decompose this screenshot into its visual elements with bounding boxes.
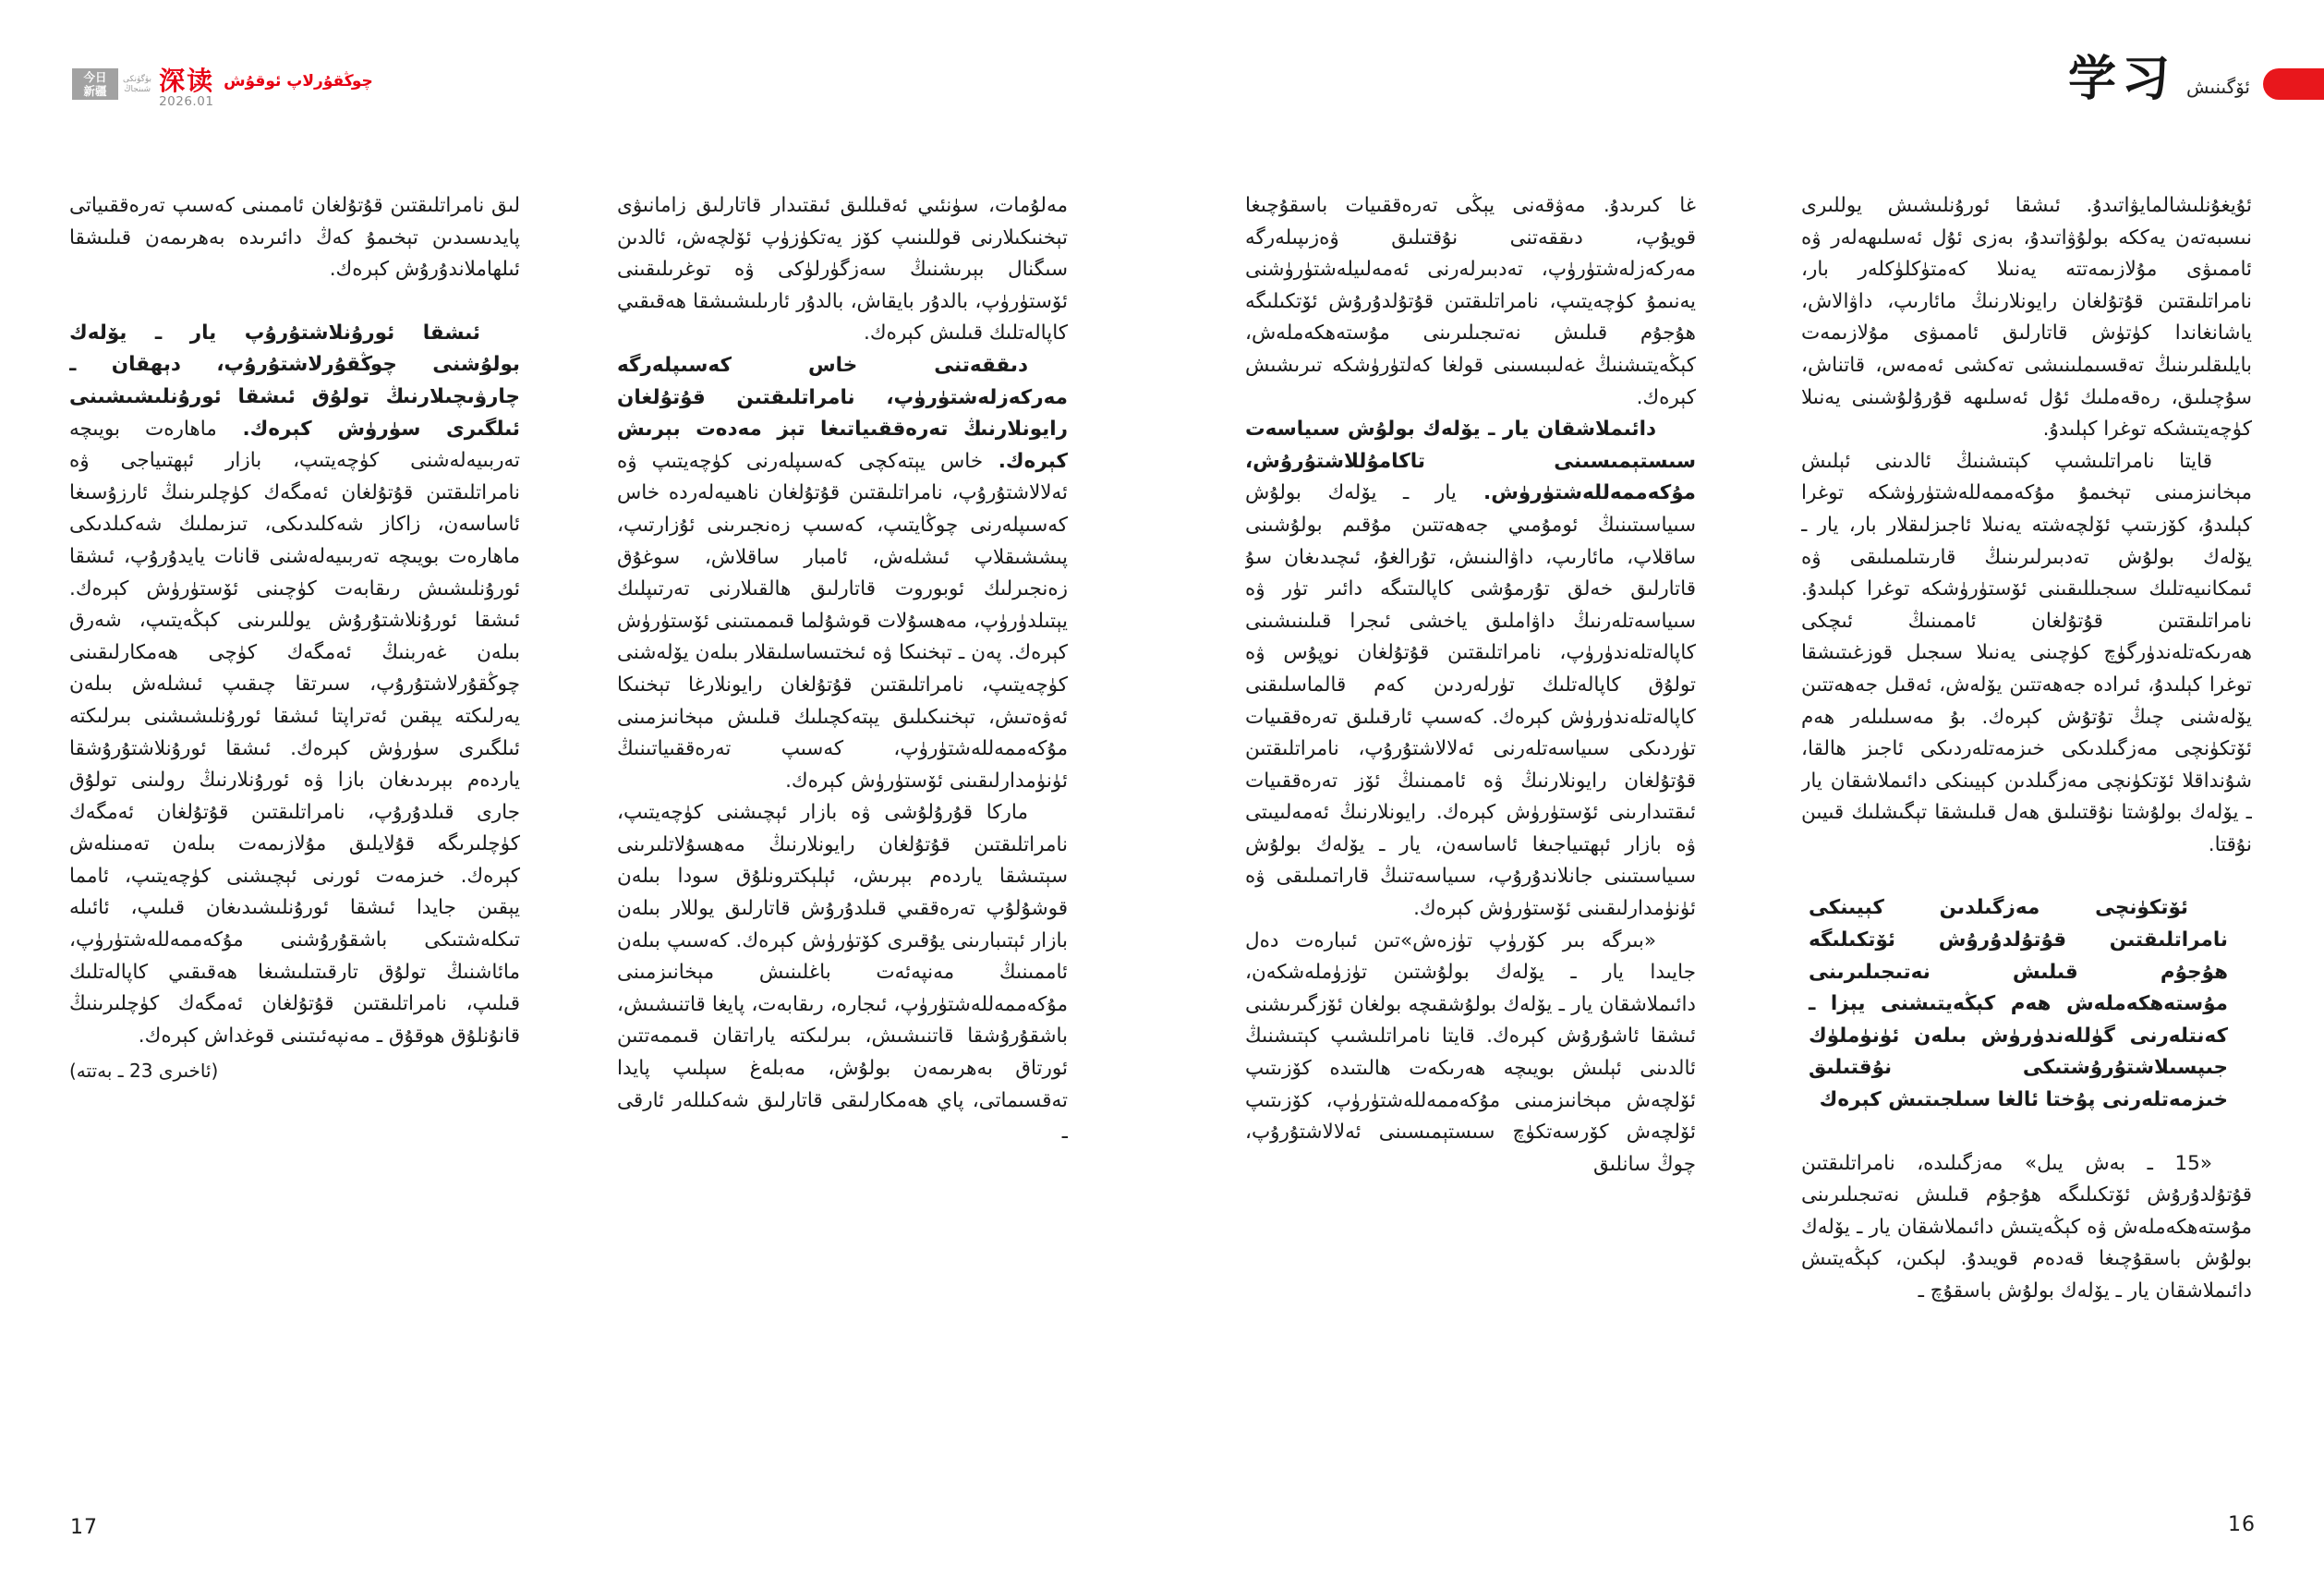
logo-ug-line2: شىنجاڭ — [124, 85, 151, 94]
red-pill-decoration — [2263, 68, 2324, 100]
body-paragraph: دىققەتنى خاس كەسىپلەرگە مەركەزلەشتۈرۈپ، نامراتلىقتىن قۇتۇلغان رايونلارنىڭ تەرەققىياتىغا تېز مەدەت بېرىش كېرەك. خاس يېتەكچى كەسىپلەرنى كۈچەيتىپ ۋە ئەلالاشتۇرۇپ، نامراتلىقتىن قۇتۇلغان ناھىيەلەردە خاس كەسىپلەرنى چوڭايتىپ، كەسىپ زەنجىرىنى ئۇزارتىپ، پىششىقلاپ ئىشلەش، ئامبار ساقلاش، سوغۇق زەنجىرلىك ئوبوروت قاتارلىق ھالقىلارنى تەرتىپلىك يېتىلدۈرۈپ، مەھسۇلات قوشۇلما قىممىتىنى ئۆستۈرۈش كېرەك. پەن ـ تېخنىكا ۋە ئىختىساسلىقلار بىلەن يۆلەشنى كۈچەيتىپ، نامراتلىقتىن قۇتۇلغان رايونلارغا تېخنىكا ئەۋەتىش، تېخنىكىلىق يېتەكچىلىك قىلىش مېخانىزمىنى مۇكەممەللەشتۈرۈپ، كەسىپ تەرەققىياتىنىڭ ئۈنۈمدارلىقىنى ئۆستۈرۈش كېرەك. — [617, 353, 1068, 793]
section-title-cn: 深读 — [159, 66, 215, 96]
header-title-cn: 学习 — [2067, 51, 2175, 107]
end-note: (ئاخىرى 23 ـ بەتتە) — [69, 1060, 219, 1083]
page-number-left: 17 — [70, 1516, 98, 1539]
body-paragraph: قايتا نامراتلىشىپ كېتىشنىڭ ئالدىنى ئېلىش مېخانىزمىنى تېخىمۇ مۇكەممەللەشتۈرۈشكە توغرا كېلىدۇ، كۆزىتىپ ئۆلچەشتە يەنىلا ئاجىزلىقلار بار، يار ـ يۆلەك بولۇش تەدبىرلىرىنىڭ قارىتىلمىلىقى ۋە ئىمكانىيەتلىك سىجىللىقىنى ئۆستۈرۈشكە توغرا كېلىدۇ. نامراتلىقتىن قۇتۇلغان ئاممىنىڭ ئىچكى ھەرىكەتلەندۈرگۈچ كۈچىنى يەنىلا سىجىل قوزغىتىشقا توغرا كېلىدۇ، ئىرادە جەھەتتىن يۆلەش، ئەقىل جەھەتتىن يۆلەشنى چىڭ تۇتۇش كېرەك. بۇ مەسىلىلەر ھەم ئۆتكۈنچى مەزگىلدىكى خىزمەتلەردىكى ئاجىز ھالقا، شۇنداقلا ئۆتكۈنچى مەزگىلدىن كېيىنكى دائىملاشقان يار ـ يۆلەك بولۇشتا نۇقتىلىق ھەل قىلىشقا تېگىشلىك قىيىن نۇقتا. — [1801, 449, 2252, 856]
page-header — [2067, 51, 2324, 107]
section-title-uyghur: چوڭقۇرلاپ ئوقۇش — [224, 72, 373, 91]
text-column-page16-left — [1245, 190, 1696, 1506]
body-paragraph: «بىرگە بىر كۆرۈپ تۈزەش»تىن ئىبارەت دەل جايىدا يار ـ يۆلەك بولۇشتىن تۈزۈملەشكەن، دائىملاشقان يار ـ يۆلەك بولۇشقىچە بولغان ئۆزگىرىشنى ئىشقا ئاشۇرۇش كېرەك. قايتا نامراتلىشىپ كېتىشنىڭ ئالدىنى ئېلىش بويىچە ھەرىكەت ھالىتىدە كۆزىتىپ ئۆلچەش مېخانىزمىنى مۇكەممەللەشتۈرۈپ، كۆزىتىپ ئۆلچەش كۆرسەتكۈچ سىستېمىسىنى ئەلالاشتۇرۇپ، چوڭ سانلىق — [1245, 928, 1696, 1176]
logo-uyghur-caption — [123, 75, 151, 95]
paragraph-bold-lead: دائىملاشقان يار ـ يۆلەك بولۇش سىياسەت سىستېمىسىنى تاكامۇللاشتۇرۇش، مۇكەممەللەشتۈرۈش. — [1245, 418, 1696, 505]
logo-cn-line1: 今日 — [83, 70, 107, 84]
page-number-right: 16 — [2228, 1513, 2256, 1536]
text-column-page17-right — [617, 190, 1068, 1506]
masthead — [72, 68, 373, 109]
text-column-page16-right — [1801, 190, 2252, 1506]
logo-cn-line2: 新疆 — [83, 84, 107, 98]
body-paragraph: ماركا قۇرۇلۇشى ۋە بازار ئېچىشنى كۈچەيتىپ، نامراتلىقتىن قۇتۇلغان رايونلارنىڭ مەھسۇلاتلىرىنى سېتىشقا ياردەم بېرىش، ئېلېكترونلۇق سودا بىلەن قوشۇلۇپ تەرەققىي قىلدۇرۇش قاتارلىق يوللار بىلەن بازار ئېتىبارىنى يۇقىرى كۆتۈرۈش كېرەك. كەسىپ بىلەن ئاممىنىڭ مەنپەئەت باغلىنىش مېخانىزمىنى مۇكەممەللەشتۈرۈپ، ئىجارە، رىقابەت، پايغا قاتنىشىش، باشقۇرۇشقا قاتنىشىش، بىرلىكتە ياراتقان قىممەتتىن ئورتاق بەھرىمەن بولۇش، مەبلەغ سېلىپ پايدا تەقسىماتى، پاي ھەمكارلىقى قاتارلىق شەكىللەر ئارقى ـ — [617, 801, 1068, 1145]
paragraph-bold-lead: ئىشقا ئورۇنلاشتۇرۇپ يار ـ يۆلەك بولۇشنى چوڭقۇرلاشتۇرۇپ، دېھقان ـ چارۋىچىلارنىڭ تولۇق ئىشقا ئورۇنلىشىشىنى ئىلگىرى سۈرۈش كېرەك. — [69, 321, 520, 441]
body-paragraph: مەلۇمات، سۈنئىي ئەقىللىق ئىقتىدار قاتارلىق زامانىۋى تېخنىكىلارنى قوللىنىپ كۆز يەتكۈزۈپ ئۆلچەش، ئالدىن سىگنال بېرىشنىڭ سەزگۈرلۈكى ۋە توغرىلىقىنى ئۆستۈرۈپ، بالدۇر بايقاش، بالدۇر ئارىلىشىشقا ھەقىقىي كاپالەتلىك قىلىش كېرەك. — [617, 194, 1068, 345]
body-paragraph: غا كىرىدۇ. مەۋقەنى يېڭى تەرەققىيات باسقۇچىغا قويۇپ، دىققەتنى نۇقتىلىق ۋەزىپىلەرگە مەركەزلەشتۈرۈپ، تەدبىرلەرنى ئەمەلىيلەشتۈرۈشنى يەنىمۇ كۈچەيتىپ، نامراتلىقتىن قۇتۇلدۇرۇش ئۆتكىلىگە ھۇجۇم قىلىش نەتىجىلىرىنى مۇستەھكەملەش، كېڭەيتىشنىڭ غەلىبىسىنى قولغا كەلتۈرۈشكە تىرىشىش كېرەك. — [1245, 194, 1696, 409]
magazine-logo — [72, 68, 118, 100]
paragraph-bold-lead: دىققەتنى خاس كەسىپلەرگە مەركەزلەشتۈرۈپ، نامراتلىقتىن قۇتۇلغان رايونلارنىڭ تەرەققىياتىغا تېز مەدەت بېرىش كېرەك. — [617, 353, 1068, 473]
logo-ug-line1: بۈگۈنكى — [123, 75, 152, 84]
body-paragraph: ئۇيغۇنلىشالمايۋاتىدۇ. ئىشقا ئورۇنلىشىش يوللىرى نىسبەتەن يەككە بولۇۋاتىدۇ، بەزى ئۇل ئەسلىھەلەر ۋە ئاممىۋى مۇلازىمەتتە يەنىلا كەمتۈكلۈكلەر بار، نامراتلىقتىن قۇتۇلغان رايونلارنىڭ مائارىپ، داۋالاش، ياشانغاندا كۈتۈش قاتارلىق ئاممىۋى مۇلازىمەت بايلىقلىرىنىڭ تەقسىملىنىشى تەكشى ئەمەس، قاتناش، سۇچىلىق، رەقەملىك ئۇل ئەسلىھە قۇرۇلۇشىنى يەنىلا كۈچەيتىشكە توغرا كېلىدۇ. — [1801, 194, 2252, 442]
body-paragraph: دائىملاشقان يار ـ يۆلەك بولۇش سىياسەت سىستېمىسىنى تاكامۇللاشتۇرۇش، مۇكەممەللەشتۈرۈش. يار ـ يۆلەك بولۇش سىياسىتىنىڭ ئومۇمىي جەھەتتىن مۇقىم بولۇشىنى ساقلاپ، مائارىپ، داۋالىنىش، تۇرالغۇ، ئىچىدىغان سۇ قاتارلىق خەلق تۇرمۇشى كاپالىتىگە دائىر تۈر ۋە سىياسەتلەرنىڭ داۋاملىق ياخشى ئىجرا قىلىنىشىنى كاپالەتلەندۈرۈپ، نامراتلىقتىن قۇتۇلغان نوپۇس ۋە تولۇق كاپالەتلىك تۈرلەردىن كەم قالماسلىقنى كاپالەتلەندۈرۈش كېرەك. كەسىپ ئارقىلىق تەرەققىيات تۈردىكى سىياسەتلەرنى ئەلالاشتۇرۇپ، نامراتلىقتىن قۇتۇلغان رايونلارنىڭ ۋە ئاممىنىڭ ئۆز تەرەققىيات ئىقتىدارىنى ئۆستۈرۈش كېرەك. رايونلارنىڭ ئەمەلىيىتى ۋە بازار ئېھتىياجىغا ئاساسەن، يار ـ يۆلەك بولۇش سىياسىتىنى جانلاندۇرۇپ، سىياسەتنىڭ قاراتمىلىقى ۋە ئۈنۈمدارلىقىنى ئۆستۈرۈش كېرەك. — [1245, 418, 1696, 921]
bold-subhead-paragraph: ئۆتكۈنچى مەزگىلدىن كېيىنكى نامراتلىقتىن قۇتۇلدۇرۇش ئۆتكىلىگە ھۇجۇم قىلىش نەتىجىلىرىنى مۇستەھكەملەش ھەم كېڭەيتىشنى يېزا ـ كەنتلەرنى گۈللەندۈرۈش بىلەن ئۈنۈملۈك جىپسىلاشتۇرۇشتىكى نۇقتىلىق خىزمەتلەرنى پۇختا ئالغا سىلجىتىش كېرەك — [1809, 896, 2228, 1112]
body-paragraph: «15 ـ بەش يىل» مەزگىلىدە، نامراتلىقتىن قۇتۇلدۇرۇش ئۆتكىلىگە ھۇجۇم قىلىش نەتىجىلىرىنى مۇستەھكەملەش ۋە كېڭەيتىش دائىملاشقان يار ـ يۆلەك بولۇش باسقۇچىغا قەدەم قويىدۇ. لېكىن، كېڭەيتىش دائىملاشقان يار ـ يۆلەك بولۇش باسقۇچ ـ — [1801, 1151, 2252, 1303]
text-column-page17-left — [69, 190, 520, 1506]
issue-date: 2026.01 — [159, 94, 214, 109]
body-paragraph: ئىشقا ئورۇنلاشتۇرۇپ يار ـ يۆلەك بولۇشنى چوڭقۇرلاشتۇرۇپ، دېھقان ـ چارۋىچىلارنىڭ تولۇق ئىشقا ئورۇنلىشىشىنى ئىلگىرى سۈرۈش كېرەك. ماھارەت بويىچە تەربىيەلەشنى كۈچەيتىپ، بازار ئېھتىياجى ۋە نامراتلىقتىن قۇتۇلغان ئەمگەك كۈچلىرىنىڭ ئارزۇسىغا ئاساسەن، زاكاز شەكلىدىكى، تىزىملىك شەكىلدىكى ماھارەت بويىچە تەربىيەلەشنى قانات يايدۇرۇپ، ئىشقا ئورۇنلىشىش رىقابەت كۈچىنى ئۆستۈرۈش كېرەك. ئىشقا ئورۇنلاشتۇرۇش يوللىرىنى كېڭەيتىپ، شەرق بىلەن غەربنىڭ ئەمگەك كۈچى ھەمكارلىقىنى چوڭقۇرلاشتۇرۇپ، سىرتقا چىقىپ ئىشلەش بىلەن يەرلىكتە يېقىن ئەتراپتا ئىشقا ئورۇنلىشىشنى بىرلىكتە ئىلگىرى سۈرۈش كېرەك. ئىشقا ئورۇنلاشتۇرۇشقا ياردەم بېرىدىغان بازا ۋە ئورۇنلارنىڭ رولىنى تولۇق جارى قىلدۇرۇپ، نامراتلىقتىن قۇتۇلغان ئەمگەك كۈچلىرىگە قۇلايلىق مۇلازىمەت بىلەن تەمىنلەش كېرەك. خىزمەت ئورنى ئېچىشنى كۈچەيتىپ، ئامما يېقىن جايدا ئىشقا ئورۇنلىشىدىغان قىلىپ، ئائىلە تىكلەشتىكى باشقۇرۇشنى مۇكەممەللەشتۈرۈپ، مائاشنىڭ تولۇق تارقىتىلىشىغا ھەقىقىي كاپالەتلىك قىلىپ، نامراتلىقتىن قۇتۇلغان ئەمگەك كۈچلىرىنىڭ قانۇنلۇق ھوقۇق ـ مەنپەئىتىنى قوغداش كېرەك. — [69, 321, 520, 1048]
header-title-uyghur: ئۆگىنىش — [2185, 76, 2250, 98]
section-block — [159, 68, 214, 109]
body-paragraph: لىق نامراتلىقتىن قۇتۇلغان ئاممىنى كەسىپ تەرەققىياتى پايدىسىدىن تېخىمۇ كەڭ دائىرىدە بەھرىمەن قىلىشقا ئىلھاملاندۇرۇش كېرەك. — [69, 194, 520, 282]
